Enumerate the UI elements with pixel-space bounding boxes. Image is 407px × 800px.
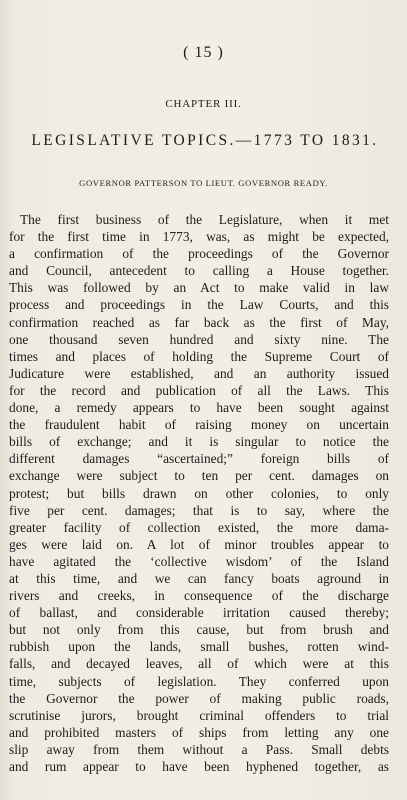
body-line: done, a remedy appears to have been sought against bbox=[9, 400, 389, 416]
body-line: a confirmation of the proceedings of the Governor bbox=[9, 246, 389, 262]
body-line: protest; but bills drawn on other colonies, to only bbox=[9, 485, 389, 501]
body-line: and prohibited masters of ships from letting any one bbox=[9, 724, 389, 740]
body-line: the Governor the power of making public roads, bbox=[9, 690, 389, 706]
body-line: process and proceedings in the Law Courts, and this bbox=[9, 297, 389, 313]
body-line: bills of exchange; and it is singular to notice the bbox=[9, 434, 389, 450]
body-line: different damages “ascertained;” foreign bills of bbox=[9, 451, 389, 467]
body-line: confirmation reached as far back as the first of May, bbox=[9, 314, 389, 330]
body-line: This was followed by an Act to make valid in law bbox=[9, 280, 389, 296]
body-line: and rum appear to have been hyphened together, as bbox=[9, 759, 389, 774]
body-line: slip away from them without a Pass. Small debts bbox=[9, 741, 389, 757]
body-line: scrutinise jurors, brought criminal offenders to trial bbox=[9, 707, 389, 723]
body-line: but not only from this cause, but from brush and bbox=[9, 622, 389, 638]
body-line: time, subjects of legislation. They conferred upon bbox=[9, 673, 389, 689]
chapter-title: LEGISLATIVE TOPICS.—1773 TO 1831. bbox=[31, 132, 379, 149]
body-line: one thousand seven hundred and sixty nine. The bbox=[9, 331, 389, 347]
body-line: at this time, and we can fancy boats aground in bbox=[9, 570, 389, 586]
page-number: ( 15 ) bbox=[183, 44, 224, 61]
body-line: five per cent. damages; that is to say, where the bbox=[9, 502, 389, 518]
body-line: for the first time in 1773, was, as might be expected, bbox=[9, 229, 389, 245]
body-line: falls, and decayed leaves, all of which were at this bbox=[9, 656, 389, 672]
body-line: of ballast, and considerable irritation caused thereby; bbox=[9, 605, 389, 621]
body-line: ges were laid on. A lot of minor troubles appear to bbox=[9, 536, 389, 552]
chapter-heading: CHAPTER III. bbox=[165, 98, 242, 110]
body-line: and Council, antecedent to calling a House together. bbox=[9, 263, 389, 279]
body-line: for the record and publication of all the Laws. This bbox=[9, 382, 389, 398]
body-line: times and places of holding the Supreme Court of bbox=[9, 348, 389, 364]
body-line: Judicature were established, and an authority issued bbox=[9, 365, 389, 381]
body-line: rubbish upon the lands, small bushes, rotten wind- bbox=[9, 639, 389, 655]
body-line: exchange were subject to ten per cent. damages on bbox=[9, 468, 389, 484]
body-line: the fraudulent habit of raising money on uncertain bbox=[9, 417, 389, 433]
body-line: The first business of the Legislature, when it met bbox=[20, 212, 389, 227]
body-line: greater facility of collection existed, the more dama- bbox=[9, 519, 389, 535]
body-text bbox=[9, 211, 389, 775]
chapter-subtitle: GOVERNOR PATTERSON TO LIEUT. GOVERNOR READY. bbox=[79, 178, 328, 188]
body-line: have agitated the ‘collective wisdom’ of the Island bbox=[9, 553, 389, 569]
body-line: rivers and creeks, in consequence of the discharge bbox=[9, 588, 389, 604]
